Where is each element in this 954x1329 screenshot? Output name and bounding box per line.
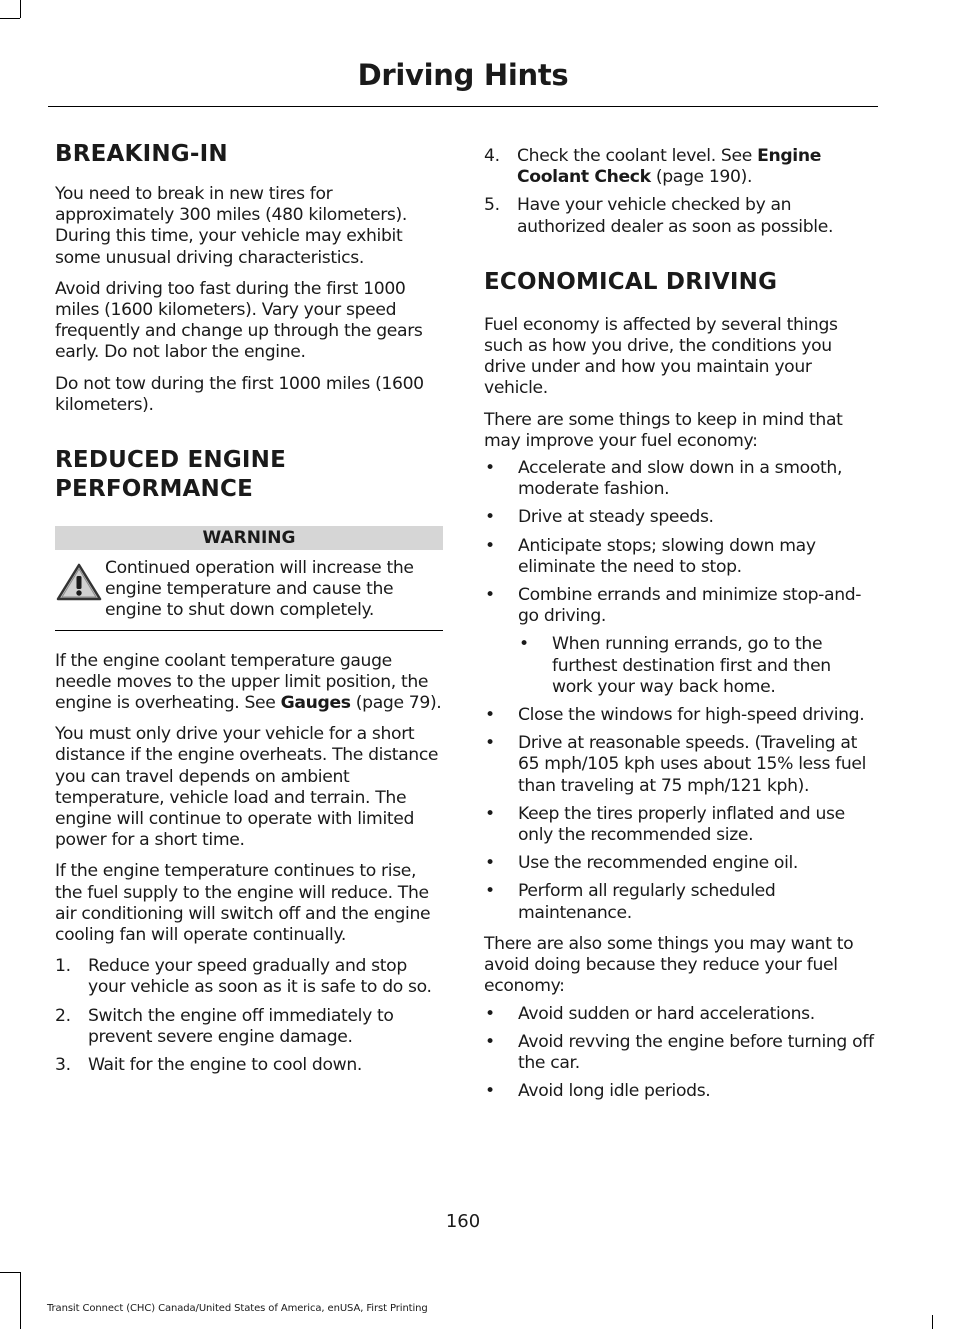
tip-text: Keep the tires properly inflated and use only the recommended size. (518, 803, 845, 846)
overheat-steps (55, 956, 443, 1076)
list-item (55, 1055, 443, 1076)
gauges-link[interactable]: Gauges (280, 693, 351, 714)
overheat-steps-continued (484, 146, 876, 238)
page-title: Driving Hints (357, 58, 569, 92)
footer-printing-info: Transit Connect (CHC) Canada/United States of America, enUSA, First Printing (47, 1303, 428, 1314)
bullet: • (485, 585, 495, 606)
right-column (484, 146, 876, 1112)
title-divider (48, 106, 878, 107)
list-item (484, 881, 876, 923)
tip-text: Use the recommended engine oil. (518, 853, 799, 874)
step-number: 1. (55, 956, 71, 977)
bullet: • (485, 853, 495, 874)
step-text: Wait for the engine to cool down. (88, 1055, 362, 1076)
crop-mark (932, 1315, 933, 1329)
step-number: 2. (55, 1005, 71, 1026)
reduced-engine-heading: REDUCED ENGINE PERFORMANCE (55, 447, 287, 503)
breaking-in-paragraph: You need to break in new tires for approximately 300 miles (480 kilometers). During this time, your vehicle may exhibit some unusual driving characteristics. (55, 184, 407, 268)
page-ref: (page 190). (650, 167, 753, 188)
economy-paragraph: Fuel economy is affected by several things such as how you drive, the conditions you drive under and how you maintain your vehicle. (484, 314, 838, 399)
avoid-list (484, 1004, 876, 1103)
warning-label: WARNING (55, 526, 443, 550)
left-column (55, 140, 443, 1086)
list-item (55, 1006, 443, 1048)
tip-text: Avoid sudden or hard accelerations. (518, 1003, 815, 1024)
tip-text: Avoid revving the engine before turning off the car. (518, 1031, 874, 1073)
warning-box (55, 526, 443, 631)
bullet: • (485, 881, 495, 902)
overheat-paragraph: If the engine temperature continues to rise, the fuel supply to the engine will reduce. The air conditioning will switch off and the engine cooling fan will operate continually. (55, 861, 431, 946)
economy-paragraph: There are also some things you may want to avoid doing because they reduce your fuel economy: (484, 933, 854, 997)
breaking-in-paragraph: Do not tow during the first 1000 miles (1600 kilometers). (55, 373, 424, 415)
tip-text: Drive at steady speeds. (518, 507, 714, 528)
tip-text: Accelerate and slow down in a smooth, moderate fashion. (518, 458, 843, 500)
bullet: • (485, 733, 495, 754)
list-item (484, 585, 876, 627)
list-item (484, 705, 876, 726)
list-item (484, 1081, 876, 1102)
bullet: • (485, 458, 495, 479)
crop-mark (20, 0, 21, 18)
bullet: • (485, 535, 495, 556)
list-item (484, 146, 876, 188)
step-text: Have your vehicle checked by an authorized dealer as soon as possible. (517, 195, 834, 237)
list-item (484, 804, 876, 846)
bullet: • (519, 634, 529, 655)
bullet: • (485, 1081, 495, 1102)
warning-body (55, 550, 443, 631)
breaking-in-heading: BREAKING-IN (55, 141, 228, 167)
bullet: • (485, 1003, 495, 1024)
list-item (484, 634, 876, 698)
list-item (484, 507, 876, 528)
tip-text: Close the windows for high-speed driving. (518, 705, 865, 726)
step-text: Reduce your speed gradually and stop your vehicle as soon as it is safe to do so. (88, 956, 432, 998)
step-text (517, 146, 876, 188)
step-number: 5. (484, 195, 500, 216)
list-item (484, 458, 876, 500)
bullet: • (485, 1031, 495, 1052)
list-item (55, 956, 443, 998)
crop-mark (0, 1272, 20, 1273)
step-text: Switch the engine off immediately to prevent severe engine damage. (88, 1005, 394, 1047)
list-item (484, 1004, 876, 1025)
warning-triangle-icon (55, 558, 105, 622)
tip-text: Anticipate stops; slowing down may eliminate the need to stop. (518, 535, 816, 577)
bullet: • (485, 803, 495, 824)
economy-tips (484, 458, 876, 924)
tip-text: Perform all regularly scheduled maintenance. (518, 881, 776, 923)
engine-coolant-check-link[interactable]: Engine Coolant Check (517, 146, 822, 188)
bullet: • (485, 507, 495, 528)
breaking-in-paragraph: Avoid driving too fast during the first 1000 miles (1600 kilometers). Vary your speed frequently and change up through the gears early. Do not labor the engine. (55, 278, 423, 363)
page-ref: (page 79). (350, 693, 442, 714)
crop-mark (20, 1272, 21, 1329)
list-item (484, 853, 876, 874)
crop-mark (0, 18, 20, 19)
list-item (484, 536, 876, 578)
step-number: 4. (484, 146, 500, 166)
overheat-paragraph (55, 651, 443, 715)
economical-driving-heading: ECONOMICAL DRIVING (484, 268, 778, 295)
page-number: 160 (445, 1211, 481, 1232)
overheat-text: If the engine coolant temperature gauge needle moves to the upper limit position, the engine is overheating. See (55, 650, 429, 714)
step-number: 3. (55, 1055, 71, 1076)
list-item (484, 1032, 876, 1074)
tip-text: Drive at reasonable speeds. (Traveling at 65 mph/105 kph uses about 15% less fuel than traveling at 75 mph/121 kph). (518, 733, 867, 796)
step-text-part: Check the coolant level. See (517, 146, 758, 166)
overheat-paragraph: You must only drive your vehicle for a short distance if the engine overheats. The distance you can travel depends on ambient temperature, vehicle load and terrain. The engine will continue to operate with limited power for a short time. (55, 724, 439, 851)
tip-text: Avoid long idle periods. (518, 1081, 711, 1102)
bullet: • (485, 705, 495, 726)
tip-text: When running errands, go to the furthest destination first and then work your way back home. (552, 634, 831, 697)
tip-text: Combine errands and minimize stop-and-go driving. (518, 585, 862, 627)
economy-paragraph: There are some things to keep in mind that may improve your fuel economy: (484, 409, 843, 451)
warning-text: Continued operation will increase the engine temperature and cause the engine to shut down completely. (105, 558, 414, 621)
list-item (484, 733, 876, 797)
list-item (484, 195, 876, 237)
